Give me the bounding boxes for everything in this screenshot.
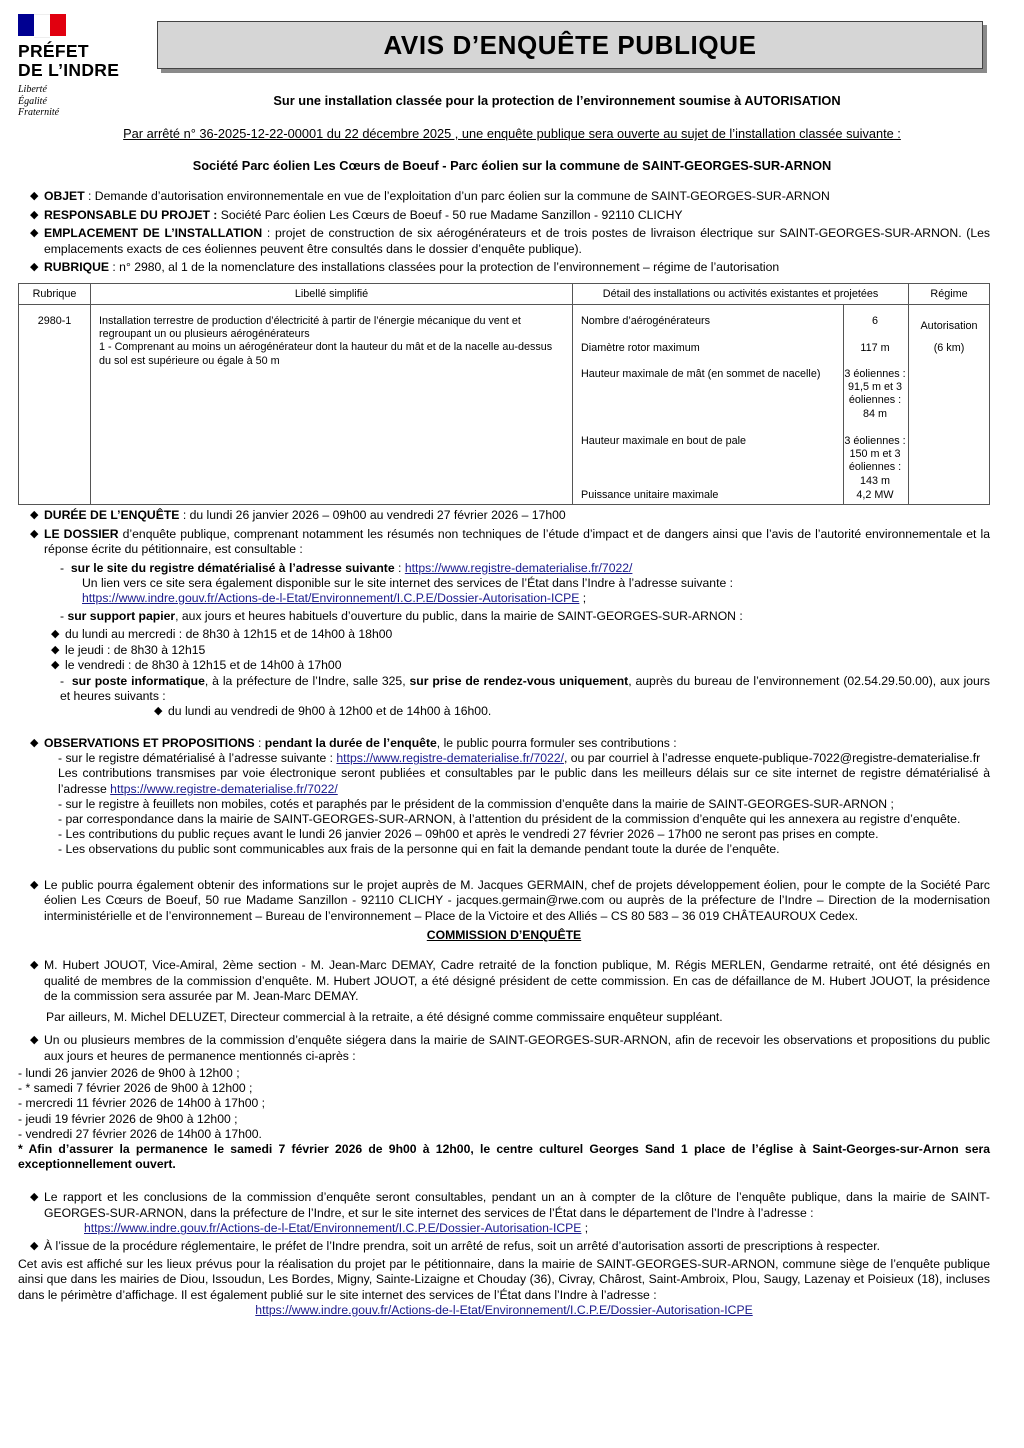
arrete-line: Par arrêté n° 36-2025-12-22-00001 du 22 décembre 2025 , une enquête publique sera ouverte au sujet de l’installation classée suivante :	[123, 126, 901, 141]
commission-heading: COMMISSION D’ENQUÊTE	[426, 928, 582, 943]
info-public-item: ◆ Le public pourra également obtenir des informations sur le projet auprès de M. Jacques GERMAIN, chef de projets développement éolien, pour le compte de la Société Parc éolien Les Cœurs de Boeuf, 50 rue Madame Sanzillon - 92110 CLICHY - jacques.germain@rwe.com ou auprès de la préfecture de l’Indre – Direction de la modernisation interministérielle et de l’environnement – Bureau de l’environnement – Place de la Victoire et des Alliés – CS 80 583 – 36 019 CHÂTEAUROUX Cedex.	[30, 877, 990, 923]
permanence-line: - * samedi 7 février 2026 de 9h00 à 12h00 ;	[18, 1081, 253, 1096]
page-title: AVIS D’ENQUÊTE PUBLIQUE	[157, 21, 983, 69]
diamond-bullet-icon: ◆	[30, 509, 39, 521]
detail-label: Nombre d’aérogénérateurs	[581, 315, 711, 327]
obs-registre-link[interactable]: https://www.registre-dematerialise.fr/7022/	[336, 751, 564, 766]
dossier-indre-line: https://www.indre.gouv.fr/Actions-de-l-Etat/Environnement/I.C.P.E/Dossier-Autorisation-ICPE ;	[82, 590, 587, 605]
subtitle: Sur une installation classée pour la protection de l’environnement soumise à AUTORISATION	[273, 93, 841, 108]
table-row	[19, 305, 990, 505]
diamond-bullet-icon: ◆	[30, 1034, 39, 1047]
obs-line: - Les observations du public sont communicables aux frais de la personne qui en fait la demande pendant toute la durée de l’enquête.	[58, 842, 780, 857]
dossier-site-line: - sur le site du registre dématérialisé à l’adresse suivante : https://www.registre-dematerialise.fr/7022/	[60, 560, 633, 575]
responsable-item: ◆ RESPONSABLE DU PROJET : Société Parc éolien Les Cœurs de Boeuf - 50 rue Madame Sanzillon - 92110 CLICHY	[30, 207, 683, 222]
diamond-bullet-icon: ◆	[30, 1239, 39, 1252]
permanence-line: - vendredi 27 février 2026 de 14h00 à 17h00.	[18, 1126, 262, 1141]
rubrique-cell: 2980-1	[19, 305, 91, 505]
prefet-logo	[18, 14, 138, 119]
detail-label: Hauteur maximale de mât (en sommet de nacelle)	[581, 368, 821, 380]
permanence-note: * Afin d’assurer la permanence le samedi 7 février 2026 de 9h00 à 12h00, le centre culturel Georges Sand 1 place de l’église à Saint-Georges-sur-Arnon sera exceptionnellement ouvert.	[18, 1142, 990, 1172]
societe-line: Société Parc éolien Les Cœurs de Boeuf - Parc éolien sur la commune de SAINT-GEORGES-SUR-ARNON	[192, 158, 832, 173]
diamond-bullet-icon: ◆	[30, 261, 39, 273]
diamond-bullet-icon: ◆	[51, 643, 60, 656]
main-body	[18, 508, 990, 1318]
diamond-bullet-icon: ◆	[30, 208, 39, 221]
affichage-link-line	[18, 1303, 990, 1318]
objet-item: ◆ OBJET : Demande d’autorisation environnementale en vue de l’exploitation d’un parc éolien sur la commune de SAINT-GEORGES-SUR-ARNON	[30, 189, 830, 203]
detail-value: 4,2 MW	[856, 489, 894, 501]
diamond-bullet-icon: ◆	[51, 628, 60, 641]
table-header: Régime	[909, 284, 990, 305]
affichage-link[interactable]: https://www.indre.gouv.fr/Actions-de-l-Etat/Environnement/I.C.P.E/Dossier-Autorisation-ICPE	[255, 1302, 753, 1317]
prefet-name: PRÉFET DE L’INDRE	[18, 41, 120, 80]
rapport-item: ◆ Le rapport et les conclusions de la commission d’enquête seront consultables, pendant un an à compter de la clôture de l’enquête publique, dans la mairie de SAINT-GEORGES-SUR-ARNON, dans la préfecture de l’Indre, et sur le site internet des services de l’État dans le département de l’Indre à l’adresse :	[30, 1190, 990, 1220]
rapport-link-line: https://www.indre.gouv.fr/Actions-de-l-Etat/Environnement/I.C.P.E/Dossier-Autorisation-ICPE ;	[84, 1221, 589, 1236]
dossier-info-line: - sur poste informatique, à la préfecture de l’Indre, salle 325, sur prise de rendez-vous uniquement, auprès du bureau de l’environnement (02.54.29.50.00), aux jours et heures suivants :	[60, 673, 990, 704]
obs-line: - sur le registre à feuillets non mobiles, cotés et paraphés par le président de la commission d’enquête dans la mairie de SAINT-GEORGES-SUR-ARNON ;	[58, 796, 894, 811]
project-info-list	[30, 189, 990, 279]
french-flag	[18, 14, 66, 36]
dossier-item: ◆ LE DOSSIER d’enquête publique, comprenant notamment les résumés non techniques de l’étude d’impact et de dangers ainsi que l’avis de l’autorité environnementale et la réponse écrite du pétitionnaire, est consultable :	[30, 526, 990, 556]
diamond-bullet-icon: ◆	[30, 878, 39, 891]
table-header: Détail des installations ou activités existantes et projetées	[573, 284, 909, 305]
issue-item: ◆ À l’issue de la procédure réglementaire, le préfet de l’Indre prendra, soit un arrêté de refus, soit un arrêté d’autorisation assorti de prescriptions à respecter.	[30, 1238, 880, 1253]
rubrique-table	[18, 283, 990, 505]
obs-registre-line: - sur le registre dématérialisé à l’adresse suivante : https://www.registre-dematerialise.fr/7022/, ou par courriel à l’adresse enquete-publique-7022@registre-dematerialise.fr	[58, 751, 981, 766]
detail-label: Puissance unitaire maximale	[581, 489, 719, 501]
permanence-line: - mercredi 11 février 2026 de 14h00 à 17h00 ;	[18, 1096, 266, 1111]
emplacement-item: ◆ EMPLACEMENT DE L’INSTALLATION : projet de construction de six aérogénérateurs et de trois postes de livraison électrique sur SAINT-GEORGES-SUR-ARNON. (Les emplacements exacts de ces éoliennes peuvent être consultés dans le dossier d’enquête publique).	[30, 226, 991, 256]
observations-item: ◆ OBSERVATIONS ET PROPOSITIONS : pendant la durée de l’enquête, le public pourra formuler ses contributions :	[30, 735, 677, 750]
horaire-item: ◆ du lundi au mercredi : de 8h30 à 12h15 et de 14h00 à 18h00	[51, 627, 393, 642]
indre-link[interactable]: https://www.indre.gouv.fr/Actions-de-l-Etat/Environnement/I.C.P.E/Dossier-Autorisation-ICPE	[82, 590, 580, 605]
detail-label: Hauteur maximale en bout de pale	[581, 435, 747, 447]
details-cell	[573, 305, 909, 505]
info-horaire-item: ◆ du lundi au vendredi de 9h00 à 12h00 et de 14h00 à 16h00.	[154, 704, 492, 719]
diamond-bullet-icon: ◆	[51, 659, 60, 672]
permanence-intro-item: ◆ Un ou plusieurs membres de la commission d’enquête siégera dans la mairie de SAINT-GEORGES-SUR-ARNON, afin de recevoir les observations et propositions du public aux jours et heures de permanence mentionnés ci-après :	[30, 1033, 990, 1063]
horaire-item: ◆ le jeudi : de 8h30 à 12h15	[51, 642, 206, 657]
diamond-bullet-icon: ◆	[30, 190, 39, 202]
diamond-bullet-icon: ◆	[154, 705, 163, 718]
table-header: Rubrique	[19, 284, 91, 305]
obs-line: - par correspondance dans la mairie de SAINT-GEORGES-SUR-ARNON, à l’attention du président de la commission d’enquête qui les annexera au registre d’enquête.	[58, 812, 961, 827]
registre-link[interactable]: https://www.registre-dematerialise.fr/7022/	[404, 560, 633, 575]
table-header-row	[19, 284, 990, 305]
rubrique-item: ◆ RUBRIQUE : n° 2980, al 1 de la nomenclature des installations classées pour la protection de l’environnement – régime de l’autorisation	[30, 260, 780, 274]
detail-value: 3 éoliennes : 150 m et 3 éoliennes : 143 m	[844, 435, 906, 487]
diamond-bullet-icon: ◆	[30, 527, 39, 540]
diamond-bullet-icon: ◆	[30, 227, 39, 239]
obs-contrib-line: Les contributions transmises par voie électronique seront publiées et consultables par le public dans les meilleurs délais sur ce site internet de registre dématérialisé à l’adresse https://www.registre-dematerialise.fr/7022/	[58, 766, 990, 796]
obs-contrib-link[interactable]: https://www.registre-dematerialise.fr/7022/	[110, 781, 338, 796]
detail-value: 6	[871, 315, 878, 327]
rapport-link[interactable]: https://www.indre.gouv.fr/Actions-de-l-Etat/Environnement/I.C.P.E/Dossier-Autorisation-ICPE	[84, 1221, 582, 1236]
table-header: Libellé simplifié	[91, 284, 573, 305]
commission-members-item: ◆ M. Hubert JOUOT, Vice-Amiral, 2ème section - M. Jean-Marc DEMAY, Cadre retraité de la fonction publique, M. Régis MERLEN, Gendarme retraité, ont été désignés en qualité de membres de la commission d’enquête. M. Hubert JOUOT, a été désigné président de cette commission. En cas de défaillance de M. Hubert JOUOT, la présidence de la commission sera assurée par M. Jean-Marc DEMAY.	[30, 958, 990, 1004]
duree-item: ◆ DURÉE DE L’ENQUÊTE : du lundi 26 janvier 2026 – 09h00 au vendredi 27 février 2026 – 17h00	[30, 508, 566, 522]
diamond-bullet-icon: ◆	[30, 736, 39, 749]
diamond-bullet-icon: ◆	[30, 1191, 39, 1204]
permanence-line: - lundi 26 janvier 2026 de 9h00 à 12h00 ;	[18, 1066, 240, 1081]
diamond-bullet-icon: ◆	[30, 959, 39, 972]
affichage-text: Cet avis est affiché sur les lieux prévus pour la réalisation du projet par le pétitionnaire, dans la mairie de SAINT-GEORGES-SUR-ARNON, commune siège de l’enquête publique ainsi que dans les mairies de Diou, Issoudun, Les Bordes, Migny, Sainte-Lizaigne et Chouday (36), Civray, Chârost, Saint-Ambroix, Plou, Saugy, Lazenay et Poisieux (18), incluses dans le périmètre d’affichage. Il est également publié sur le site internet des services de l’État dans l’Indre à l’adresse :	[18, 1257, 990, 1302]
suppleant-line: Par ailleurs, M. Michel DELUZET, Directeur commercial à la retraite, a été désigné comme commissaire enquêteur suppléant.	[46, 1009, 723, 1024]
detail-value: 3 éoliennes : 91,5 m et 3 éoliennes : 84 m	[844, 368, 906, 420]
obs-line: - Les contributions du public reçues avant le lundi 26 janvier 2026 – 09h00 et après le vendredi 27 février 2026 – 17h00 ne seront pas prises en compte.	[58, 827, 879, 842]
devise: Liberté Égalité Fraternité	[18, 84, 60, 118]
detail-value: 117 m	[860, 342, 890, 354]
dossier-papier-line: - sur support papier, aux jours et heures habituels d’ouverture du public, dans la mairie de SAINT-GEORGES-SUR-ARNON :	[60, 609, 743, 624]
detail-label: Diamètre rotor maximum	[581, 342, 700, 354]
horaire-item: ◆ le vendredi : de 8h30 à 12h15 et de 14h00 à 17h00	[51, 658, 342, 673]
libelle-cell: Installation terrestre de production d’électricité à partir de l’énergie mécanique du vent et regroupant un ou plusieurs aérogénérateurs 1 - Comprenant au moins un aérogénérateur dont la hauteur du mât et de la nacelle au-dessus du sol est supérieure ou égale à 50 m	[91, 305, 573, 505]
regime-cell: Autorisation (6 km)	[909, 305, 990, 505]
permanence-line: - jeudi 19 février 2026 de 9h00 à 12h00 ;	[18, 1111, 238, 1126]
dossier-lien-text: Un lien vers ce site sera également disponible sur le site internet des services de l’État dans l’Indre à l’adresse suivante :	[82, 575, 734, 590]
